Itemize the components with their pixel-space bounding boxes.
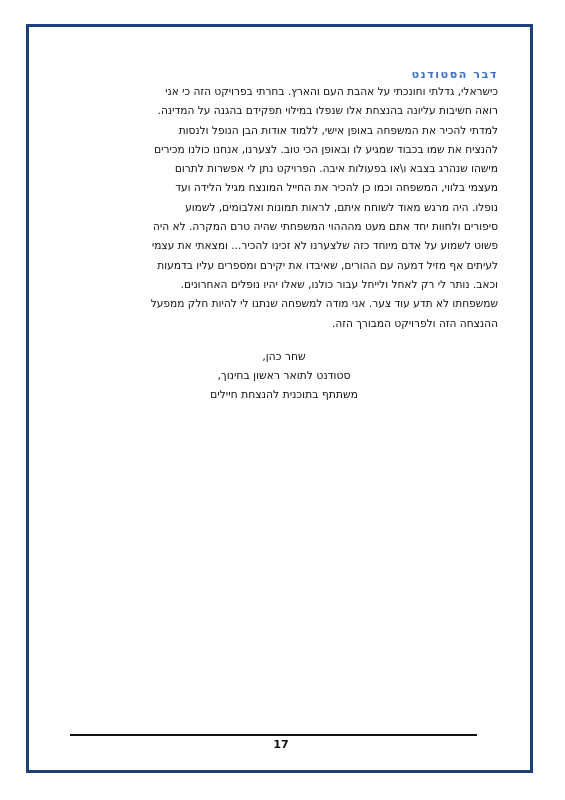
paragraph-line: לעיתים אף מזיל דמעה עם ההורים, שאיבדו את יקירם ומספרים עליו בדמעות <box>157 259 498 272</box>
page-number: 17 <box>273 738 289 751</box>
paragraph-line: פשוט לשמוע על אדם מיוחד כזה שלצערנו לא זכינו להכיר... ומצאתי את עצמי <box>151 240 498 253</box>
paragraph-line: נופלו. היה מרגש מאוד לשוחח איתם, לראות תמונות ואלבומים, לשמוע <box>185 201 498 214</box>
paragraph-line: ההנצחה הזה ולפרויקט המבורך הזה. <box>331 317 498 330</box>
paragraph-line: וכאב. נותר לי רק לאחל ולייחל עבור כולנו, שאלו יהיו נופלים האחרונים. <box>180 278 498 291</box>
student-statement <box>70 66 498 334</box>
signature-block <box>70 347 498 404</box>
paragraph-line: סיפורים ולחוות יחד אתם מעט מהההוי המשפחתי שהיה טרם המקרה. לא היה <box>152 221 498 234</box>
section-heading: דבר הסטודנט <box>411 68 498 81</box>
paragraph-line: להנציח את שמו בכבוד שמגיע לו ובאופן הכי טוב. לצערנו, אנחנו כולנו מכירים <box>154 143 498 156</box>
paragraph-line: רואה חשיבות עליונה בהנצחת אלו שנפלו במילוי תפקידם בהגנה על המדינה. <box>157 105 498 118</box>
signature-name: שחר כהן, <box>262 350 306 363</box>
paragraph-line: שמשפחתו לא תדע עוד צער. אני מודה למשפחה שנתנו לי להיות חלק ממפעל <box>150 298 498 311</box>
paragraph-line: מעצמי בלווי, המשפחה וכמו כן להכיר את החייל המונצח מגיל הלידה ועד <box>175 182 498 195</box>
signature-title: סטודנט לתואר ראשון בחינוך, <box>217 369 351 382</box>
paragraph-line: מישהו שנהרג בצבא ו\או בפעולות איבה. הפרויקט נתן לי אפשרות לתרום <box>174 163 498 176</box>
signature-program: משתתף בתוכנית להנצחת חיילים <box>210 388 358 401</box>
paragraph-line: למדתי להכיר את המשפחה באופן אישי, ללמוד אודות הבן הנופל ולנסות <box>178 124 498 137</box>
paragraph-line: כישראלי, גדלתי וחונכתי על אהבת העם והארץ. בחרתי בפרויקט הזה כי אני <box>165 86 498 98</box>
footer-divider <box>70 734 477 736</box>
